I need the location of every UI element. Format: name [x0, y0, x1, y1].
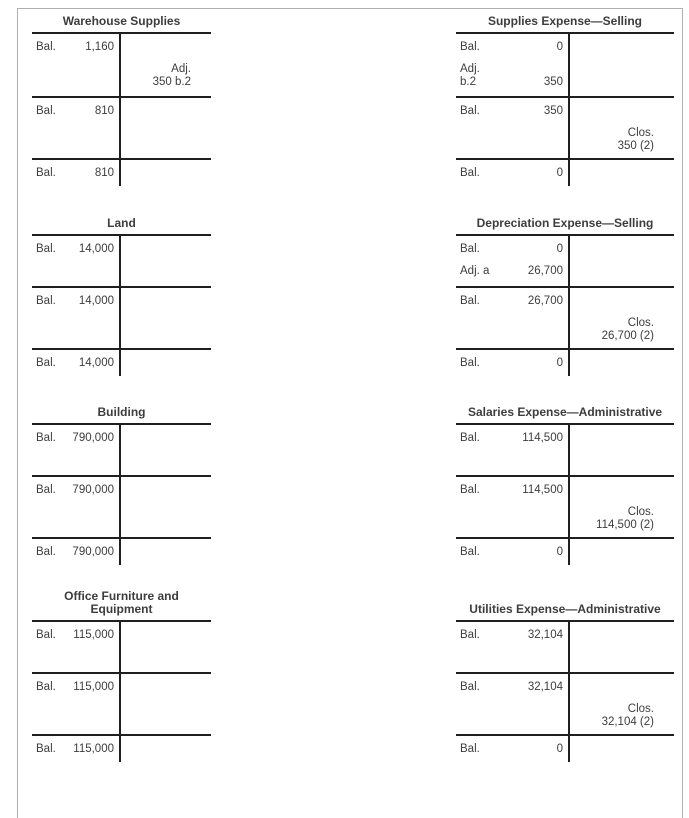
debit-credit-divider: [119, 622, 121, 762]
account-section: [456, 98, 674, 160]
account-section: [32, 288, 211, 350]
debit-credit-divider: [119, 425, 121, 565]
entry-label: Bal.: [36, 357, 56, 369]
entry-line: [456, 484, 568, 497]
entry-credit-line: Adj.: [171, 63, 191, 75]
ledger-entry-debit: [456, 265, 568, 278]
account-section: [32, 425, 211, 477]
entry-line: [32, 41, 119, 54]
entry-line: [32, 743, 119, 756]
entry-line: [32, 243, 119, 256]
t-account-body: [32, 236, 211, 376]
account-title: Warehouse Supplies: [32, 15, 211, 34]
ledger-entry-debit: [32, 295, 119, 308]
entry-line: [456, 41, 568, 54]
ledger-entry-debit: [456, 105, 568, 118]
t-account-body: [456, 622, 674, 762]
entry-credit-line: 350 (2): [617, 140, 654, 152]
account-section: [32, 539, 211, 565]
t-account-depreciation-expense-selling: [456, 217, 674, 376]
account-section: [32, 350, 211, 376]
entry-amount: 350: [543, 105, 563, 117]
entry-line: [32, 681, 119, 694]
account-section: [456, 539, 674, 565]
entry-line: [456, 243, 568, 256]
account-title: Office Furniture and Equipment: [32, 590, 211, 622]
ledger-entry-credit: [32, 63, 211, 89]
ledger-entry-credit: [456, 127, 674, 153]
entry-label: Bal.: [460, 295, 480, 307]
account-section: [32, 98, 211, 160]
account-section: [32, 236, 211, 288]
entry-line: [456, 743, 568, 756]
t-account-body: [32, 34, 211, 186]
entry-label: Bal.: [460, 681, 480, 693]
entry-amount: 0: [556, 743, 563, 755]
entry-line: [32, 484, 119, 497]
t-account-row: [18, 15, 682, 186]
account-section: [32, 477, 211, 539]
ledger-entry-debit: [456, 167, 568, 180]
ledger-entry-debit: [32, 743, 119, 756]
entry-line: [456, 265, 568, 278]
entry-label: Bal.: [36, 484, 56, 496]
account-title: Depreciation Expense—Selling: [456, 217, 674, 236]
t-account-office-furniture-and-equipment: [32, 590, 211, 762]
account-section: [32, 674, 211, 736]
entry-label: Bal.: [460, 105, 480, 117]
debit-credit-divider: [119, 34, 121, 186]
entry-line: [456, 681, 568, 694]
ledger-entry-debit: [456, 743, 568, 756]
entry-amount: 114,500: [522, 484, 563, 496]
entry-line: [32, 295, 119, 308]
account-section: [32, 34, 211, 98]
t-account-body: [456, 425, 674, 565]
debit-credit-divider: [119, 236, 121, 376]
ledger-entry-credit: [456, 506, 674, 532]
entry-label: Bal.: [460, 243, 480, 255]
ledger-entry-debit: [456, 357, 568, 370]
ledger-entry-debit: [32, 105, 119, 118]
entry-credit-line: Clos.: [627, 703, 654, 715]
entry-amount: 0: [556, 357, 563, 369]
ledger-entry-debit: [32, 432, 119, 445]
account-section: [32, 622, 211, 674]
entry-line: [456, 105, 568, 118]
debit-credit-divider: [568, 425, 570, 565]
entry-amount: 0: [556, 167, 563, 179]
entry-label: Bal.: [460, 484, 480, 496]
t-account-warehouse-supplies: [32, 15, 211, 186]
entry-line: [456, 295, 568, 308]
entry-credit-line: 32,104 (2): [601, 716, 654, 728]
entry-label: Bal.: [460, 546, 480, 558]
ledger-entry-debit: [32, 546, 119, 559]
account-section: [456, 674, 674, 736]
t-account-body: [32, 425, 211, 565]
entry-amount: 32,104: [527, 681, 563, 693]
entry-line: [32, 546, 119, 559]
account-section: [456, 236, 674, 288]
ledger-entry-debit: [32, 681, 119, 694]
entry-credit-line: Clos.: [627, 506, 654, 518]
account-section: [456, 160, 674, 186]
entry-credit-line: Clos.: [627, 317, 654, 329]
ledger-entry-debit: [32, 484, 119, 497]
entry-amount: 14,000: [78, 357, 114, 369]
ledger-entry-debit: [32, 357, 119, 370]
ledger-entry-debit: [456, 41, 568, 54]
entry-credit-line: 26,700 (2): [601, 330, 654, 342]
entry-label: Bal.: [36, 432, 56, 444]
debit-credit-divider: [568, 236, 570, 376]
t-account-land: [32, 217, 211, 376]
entry-label: Bal.: [36, 743, 56, 755]
entry-line: [456, 63, 568, 76]
entry-amount: 810: [94, 105, 114, 117]
entry-amount: 115,000: [73, 743, 114, 755]
entry-line: [32, 629, 119, 642]
entry-line: [32, 167, 119, 180]
entry-amount: 114,500: [522, 432, 563, 444]
t-account-body: [456, 236, 674, 376]
entry-amount: 32,104: [527, 629, 563, 641]
entry-line: [32, 432, 119, 445]
account-section: [32, 160, 211, 186]
entry-label: Bal.: [36, 681, 56, 693]
account-section: [456, 622, 674, 674]
account-section: [456, 288, 674, 350]
ledger-entry-debit: [32, 41, 119, 54]
entry-amount: 14,000: [78, 295, 114, 307]
entry-amount: 790,000: [72, 484, 114, 496]
account-title: Supplies Expense—Selling: [456, 15, 674, 34]
entry-amount: 810: [94, 167, 114, 179]
entry-amount: 790,000: [72, 432, 114, 444]
ledger-entry-debit: [456, 243, 568, 256]
entry-line: [456, 357, 568, 370]
ledger-entry-debit: [456, 295, 568, 308]
entry-amount: 14,000: [78, 243, 114, 255]
entry-label: Bal.: [460, 432, 480, 444]
entry-label: b.2: [460, 76, 476, 88]
entry-label: Bal.: [36, 629, 56, 641]
entry-amount: 0: [556, 41, 563, 53]
entry-line: [456, 629, 568, 642]
t-account-utilities-expense-administrative: [456, 603, 674, 762]
entry-credit-line: 350 b.2: [152, 76, 191, 88]
ledger-entry-debit: [456, 629, 568, 642]
ledger-entry-debit: [456, 484, 568, 497]
entry-amount: 790,000: [72, 546, 114, 558]
entry-label: Bal.: [460, 357, 480, 369]
ledger-entry-debit: [32, 243, 119, 256]
entry-label: Bal.: [36, 295, 56, 307]
ledger-entry-debit: [456, 681, 568, 694]
entry-amount: 26,700: [527, 295, 563, 307]
entry-label: Bal.: [36, 105, 56, 117]
entry-line: [456, 167, 568, 180]
entry-amount: 0: [556, 546, 563, 558]
t-account-row: [18, 406, 682, 565]
ledger-entry-credit: [456, 703, 674, 729]
t-account-body: [456, 34, 674, 186]
entry-label: Adj. a: [460, 265, 490, 277]
t-accounts-panel: [17, 8, 683, 818]
entry-line: [32, 105, 119, 118]
debit-credit-divider: [568, 622, 570, 762]
account-section: [456, 425, 674, 477]
t-account-row: [18, 217, 682, 376]
ledger-entry-debit: [456, 63, 568, 89]
entry-line: [32, 357, 119, 370]
account-section: [456, 477, 674, 539]
account-section: [32, 736, 211, 762]
t-account-building: [32, 406, 211, 565]
account-section: [456, 34, 674, 98]
entry-label: Bal.: [460, 41, 480, 53]
account-title: Salaries Expense—Administrative: [456, 406, 674, 425]
ledger-entry-debit: [32, 167, 119, 180]
entry-line: [456, 546, 568, 559]
t-account-supplies-expense-selling: [456, 15, 674, 186]
ledger-entry-debit: [32, 629, 119, 642]
t-account-row: [18, 590, 682, 762]
ledger-entry-debit: [456, 432, 568, 445]
entry-amount: 0: [556, 243, 563, 255]
entry-credit-line: 114,500 (2): [596, 519, 654, 531]
entry-label: Bal.: [460, 167, 480, 179]
entry-amount: 26,700: [527, 265, 563, 277]
entry-amount: 115,000: [73, 629, 114, 641]
entry-line: [456, 76, 568, 89]
entry-line: [456, 432, 568, 445]
ledger-entry-debit: [456, 546, 568, 559]
debit-credit-divider: [568, 34, 570, 186]
t-account-body: [32, 622, 211, 762]
account-section: [456, 350, 674, 376]
entry-label: Bal.: [36, 546, 56, 558]
entry-amount: 1,160: [85, 41, 114, 53]
entry-label: Bal.: [36, 243, 56, 255]
entry-amount: 115,000: [73, 681, 114, 693]
account-title: Building: [32, 406, 211, 425]
entry-credit-line: Clos.: [627, 127, 654, 139]
entry-label: Bal.: [460, 629, 480, 641]
entry-label: Bal.: [36, 167, 56, 179]
entry-label: Bal.: [460, 743, 480, 755]
entry-amount: 350: [543, 76, 563, 88]
t-account-salaries-expense-administrative: [456, 406, 674, 565]
entry-label: Adj.: [460, 63, 480, 75]
account-section: [456, 736, 674, 762]
ledger-entry-credit: [456, 317, 674, 343]
account-title: Utilities Expense—Administrative: [456, 603, 674, 622]
account-title: Land: [32, 217, 211, 236]
entry-label: Bal.: [36, 41, 56, 53]
